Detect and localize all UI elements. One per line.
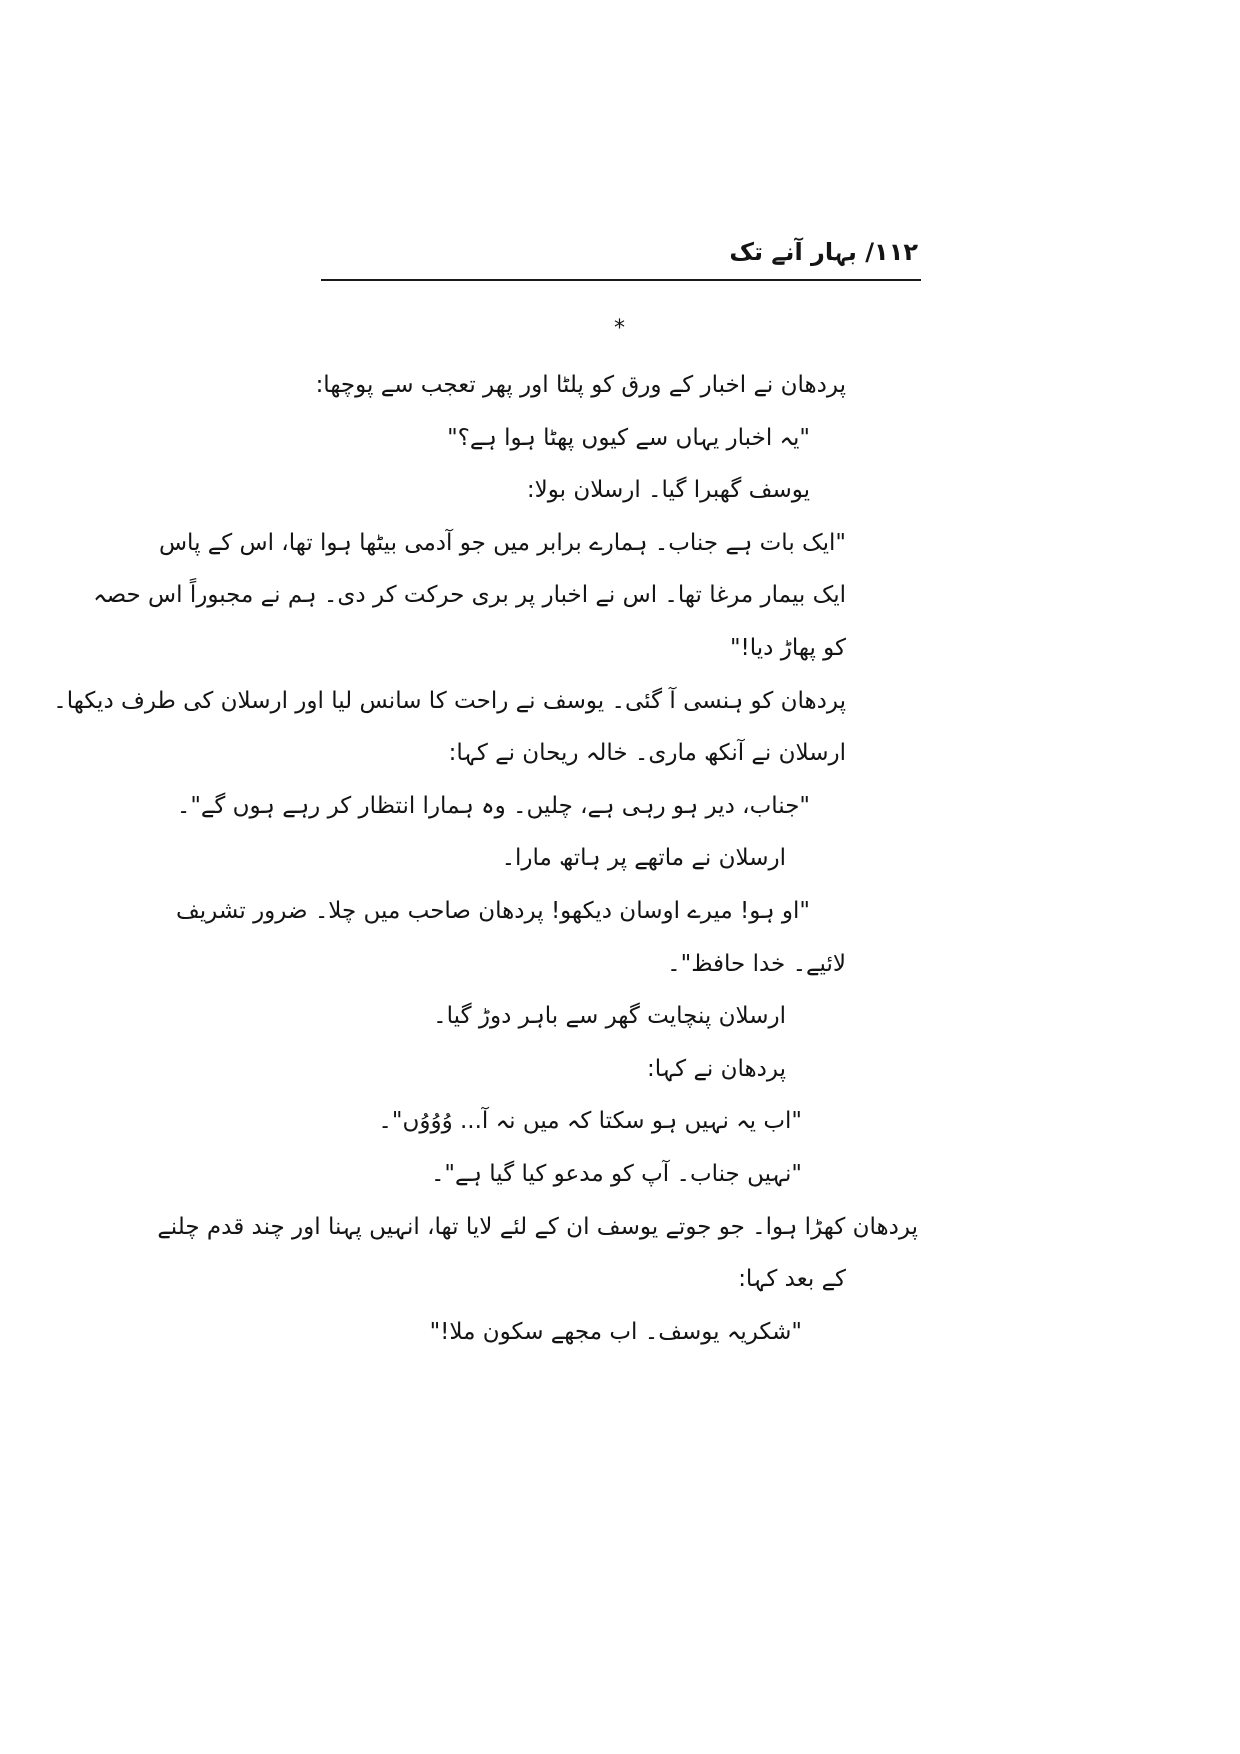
text-line: پردھان نے اخبار کے ورق کو پلٹا اور پھر تعجب سے پوچھا: <box>315 372 846 398</box>
text-line: ارسلان پنچایت گھر سے باہر دوڑ گیا۔ <box>433 1003 786 1030</box>
text-line: "جناب، دیر ہو رہی ہے، چلیں۔ وہ ہمارا انتظار کر رہے ہوں گے"۔ <box>176 792 810 819</box>
text-line: "یہ اخبار یہاں سے کیوں پھٹا ہوا ہے؟" <box>447 424 810 451</box>
text-line: کے بعد کہا: <box>738 1266 846 1293</box>
text-line: "اب یہ نہیں ہو سکتا کہ میں نہ آ... وُوُوُں"۔ <box>378 1108 802 1135</box>
text-line: "ایک بات ہے جناب۔ ہمارے برابر میں جو آدمی بیٹھا ہوا تھا، اس کے پاس <box>158 529 846 556</box>
text-line: "شکریہ یوسف۔ اب مجھے سکون ملا!" <box>429 1318 802 1345</box>
section-ornament: * <box>614 316 625 341</box>
text-line: کو پھاڑ دیا!" <box>729 634 846 661</box>
text-line: ارسلان نے ماتھے پر ہاتھ مارا۔ <box>501 845 786 872</box>
text-line: پردھان نے کہا: <box>646 1055 786 1082</box>
text-line: پردھان کھڑا ہوا۔ جو جوتے یوسف ان کے لئے لایا تھا، انہیں پہنا اور چند قدم چلنے <box>157 1213 918 1240</box>
text-line: یوسف گھبرا گیا۔ ارسلان بولا: <box>526 477 810 504</box>
body-text <box>53 359 918 1358</box>
header-rule <box>321 279 921 281</box>
text-line: ایک بیمار مرغا تھا۔ اس نے اخبار پر بری حرکت کر دی۔ ہم نے مجبوراً اس حصہ <box>93 582 846 609</box>
text-line: لائیے۔ خدا حافظ"۔ <box>667 950 846 977</box>
text-line: "نہیں جناب۔ آپ کو مدعو کیا گیا ہے"۔ <box>430 1160 802 1187</box>
running-header: ۱۱۲/ بہار آنے تک <box>729 238 918 266</box>
text-line: "او ہو! میرے اوسان دیکھو! پردھان صاحب میں چلا۔ ضرور تشریف <box>175 897 810 924</box>
text-line: پردھان کو ہنسی آ گئی۔ یوسف نے راحت کا سانس لیا اور ارسلان کی طرف دیکھا۔ <box>53 687 846 714</box>
text-line: ارسلان نے آنکھ ماری۔ خالہ ریحان نے کہا: <box>448 740 846 767</box>
